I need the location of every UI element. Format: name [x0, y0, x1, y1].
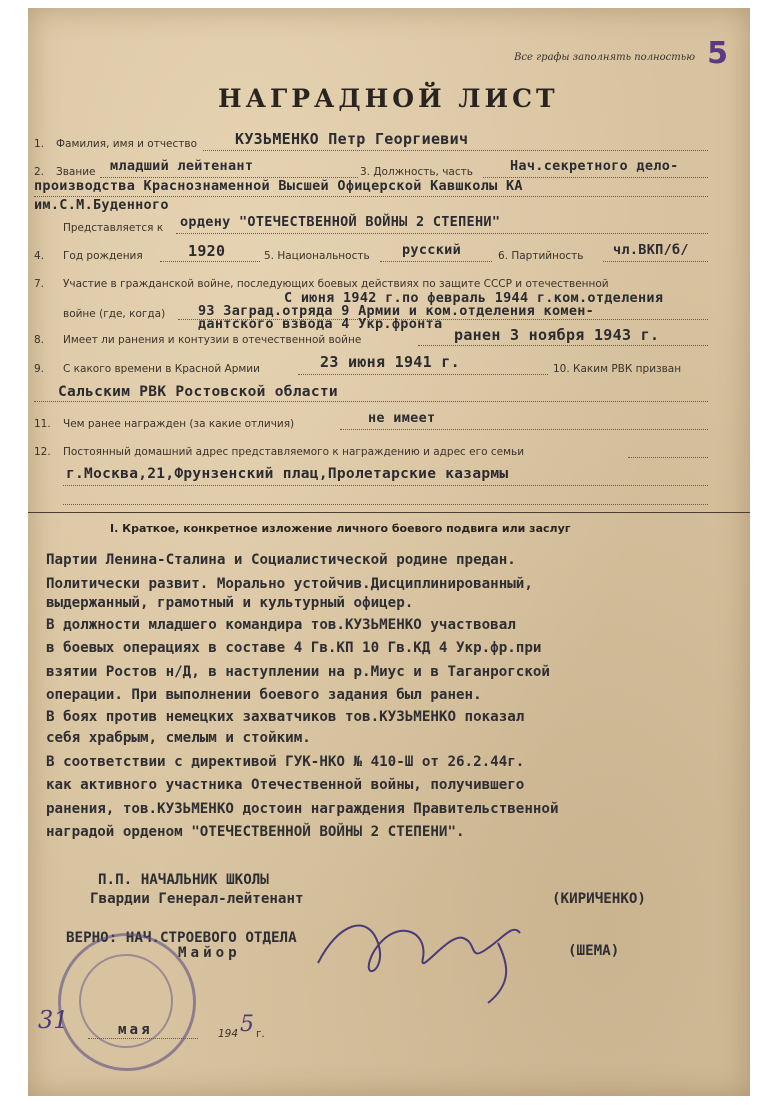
field-10-label: 10. Каким РВК призван: [553, 363, 682, 375]
field-7-label-1: Участие в гражданской войне, последующих боевых действиях по защите СССР и отечественной: [63, 278, 609, 290]
field-11-number: 11.: [34, 418, 51, 430]
narrative-line: себя храбрым, смелым и стойким.: [46, 730, 311, 746]
field-7-value-2: 93 Заград.отряда 9 Армии и ком.отделения комен-: [198, 303, 595, 319]
field-7-label-2: войне (где, когда): [63, 308, 166, 320]
presented-label: Представляется к: [63, 222, 164, 234]
presented-value: ордену "ОТЕЧЕСТВЕННОЙ ВОЙНЫ 2 СТЕПЕНИ": [180, 214, 501, 230]
field-7-value-3: дантского взвода 4 Укр.фронта: [198, 316, 443, 332]
official-stamp: [58, 933, 196, 1071]
field-1-number: 1.: [34, 138, 45, 150]
narrative-line: В должности младшего командира тов.КУЗЬМЕНКО участвовал: [46, 617, 516, 633]
field-12-line-2: [63, 485, 708, 486]
field-10-line: [34, 401, 708, 402]
field-8-number: 8.: [34, 334, 45, 346]
narrative-line: В боях против немецких захватчиков тов.КУЗЬМЕНКО показал: [46, 709, 525, 725]
date-suffix: г.: [256, 1028, 265, 1040]
field-9-label: С какого времени в Красной Армии: [63, 363, 260, 375]
field-12-value: г.Москва,21,Фрунзенский плац,Пролетарские казармы: [66, 466, 509, 482]
field-3-value-2: производства Краснознаменной Высшей Офицерской Кавшколы КА: [34, 178, 523, 194]
fill-all-fields-note: Все графы заполнять полностью: [514, 52, 695, 63]
section-divider: [28, 512, 750, 513]
chief-rank: Гвардии Генерал-лейтенант: [90, 891, 304, 907]
field-4-number: 4.: [34, 250, 45, 262]
narrative-line: ранения, тов.КУЗЬМЕНКО достоин награждения Правительственной: [46, 801, 559, 817]
narrative-line: выдержанный, грамотный и культурный офицер.: [46, 595, 414, 611]
field-7-number: 7.: [34, 278, 45, 290]
narrative-line: В соответствии с директивой ГУК-НКО № 410-Ш от 26.2.44г.: [46, 754, 525, 770]
field-1-line: [203, 150, 708, 151]
verify-title: ВЕРНО: НАЧ.СТРОЕВОГО ОТДЕЛА: [66, 930, 297, 946]
field-12-number: 12.: [34, 446, 51, 458]
field-8-value: ранен 3 ноября 1943 г.: [454, 326, 660, 344]
field-6-line: [603, 261, 708, 262]
field-3-label: 3. Должность, часть: [360, 166, 473, 178]
narrative-line: Политически развит. Морально устойчив.Дисциплинированный,: [46, 576, 533, 592]
field-6-value: чл.ВКП/б/: [613, 242, 689, 258]
field-5-label: 5. Национальность: [264, 250, 370, 262]
chief-name: (КИРИЧЕНКО): [552, 891, 646, 907]
field-8-label: Имеет ли ранения и контузии в отечественной войне: [63, 334, 362, 346]
date-day: 31: [38, 1006, 69, 1034]
field-4-value: 1920: [188, 242, 226, 260]
field-3-value-3: им.С.М.Буденного: [34, 197, 169, 213]
field-12-line-3: [63, 504, 708, 505]
field-2-label: Звание: [56, 166, 96, 178]
section-1-heading: I. Краткое, конкретное изложение личного боевого подвига или заслуг: [110, 522, 571, 535]
field-7-value-1: С июня 1942 г.по февраль 1944 г.ком.отделения: [284, 290, 664, 306]
chief-title: П.П. НАЧАЛЬНИК ШКОЛЫ: [98, 872, 269, 888]
date-year-digit: 5: [240, 1012, 254, 1037]
verify-rank: Майор: [178, 945, 241, 961]
field-2-number: 2.: [34, 166, 45, 178]
date-month: мая: [118, 1022, 153, 1038]
form-number: 5: [707, 36, 728, 71]
field-9-number: 9.: [34, 363, 45, 375]
narrative-line: в боевых операциях в составе 4 Гв.КП 10 Гв.КД 4 Укр.фр.при: [46, 640, 542, 656]
presented-line: [176, 233, 708, 234]
field-11-label: Чем ранее награжден (за какие отличия): [63, 418, 295, 430]
narrative-line: как активного участника Отечественной войны, получившего: [46, 777, 525, 793]
signature-scribble: [298, 903, 538, 1013]
field-9-value: 23 июня 1941 г.: [320, 353, 460, 371]
narrative-line: взятии Ростов н/Д, в наступлении на р.Миус и в Таганрогской: [46, 664, 550, 680]
field-11-line: [340, 429, 708, 430]
field-8-line: [418, 345, 708, 346]
date-month-line: [88, 1038, 198, 1039]
field-10-value: Сальским РВК Ростовской области: [58, 384, 338, 400]
narrative-line: Партии Ленина-Сталина и Социалистической родине предан.: [46, 552, 516, 568]
field-4-label: Год рождения: [63, 250, 143, 262]
field-5-line: [380, 261, 492, 262]
award-sheet: [28, 8, 750, 1096]
field-12-label: Постоянный домашний адрес представляемого к награждению и адрес его семьи: [63, 446, 525, 458]
field-4-line: [160, 261, 260, 262]
narrative-line: операции. При выполнении боевого задания был ранен.: [46, 687, 482, 703]
field-1-label: Фамилия, имя и отчество: [56, 138, 198, 150]
field-3-value-1: Нач.секретного дело-: [510, 158, 679, 174]
field-1-value: КУЗЬМЕНКО Петр Георгиевич: [235, 130, 469, 148]
field-2-value: младший лейтенант: [110, 158, 254, 174]
field-5-value: русский: [402, 242, 461, 258]
page-title: НАГРАДНОЙ ЛИСТ: [218, 84, 559, 113]
field-6-label: 6. Партийность: [498, 250, 584, 262]
narrative-line: наградой орденом "ОТЕЧЕСТВЕННОЙ ВОЙНЫ 2 СТЕПЕНИ".: [46, 824, 465, 840]
date-year-prefix: 194: [218, 1028, 239, 1040]
field-11-value: не имеет: [368, 410, 436, 426]
verify-name: (ШЕМА): [568, 943, 620, 959]
field-9-line: [298, 374, 548, 375]
field-12-line-1: [628, 457, 708, 458]
